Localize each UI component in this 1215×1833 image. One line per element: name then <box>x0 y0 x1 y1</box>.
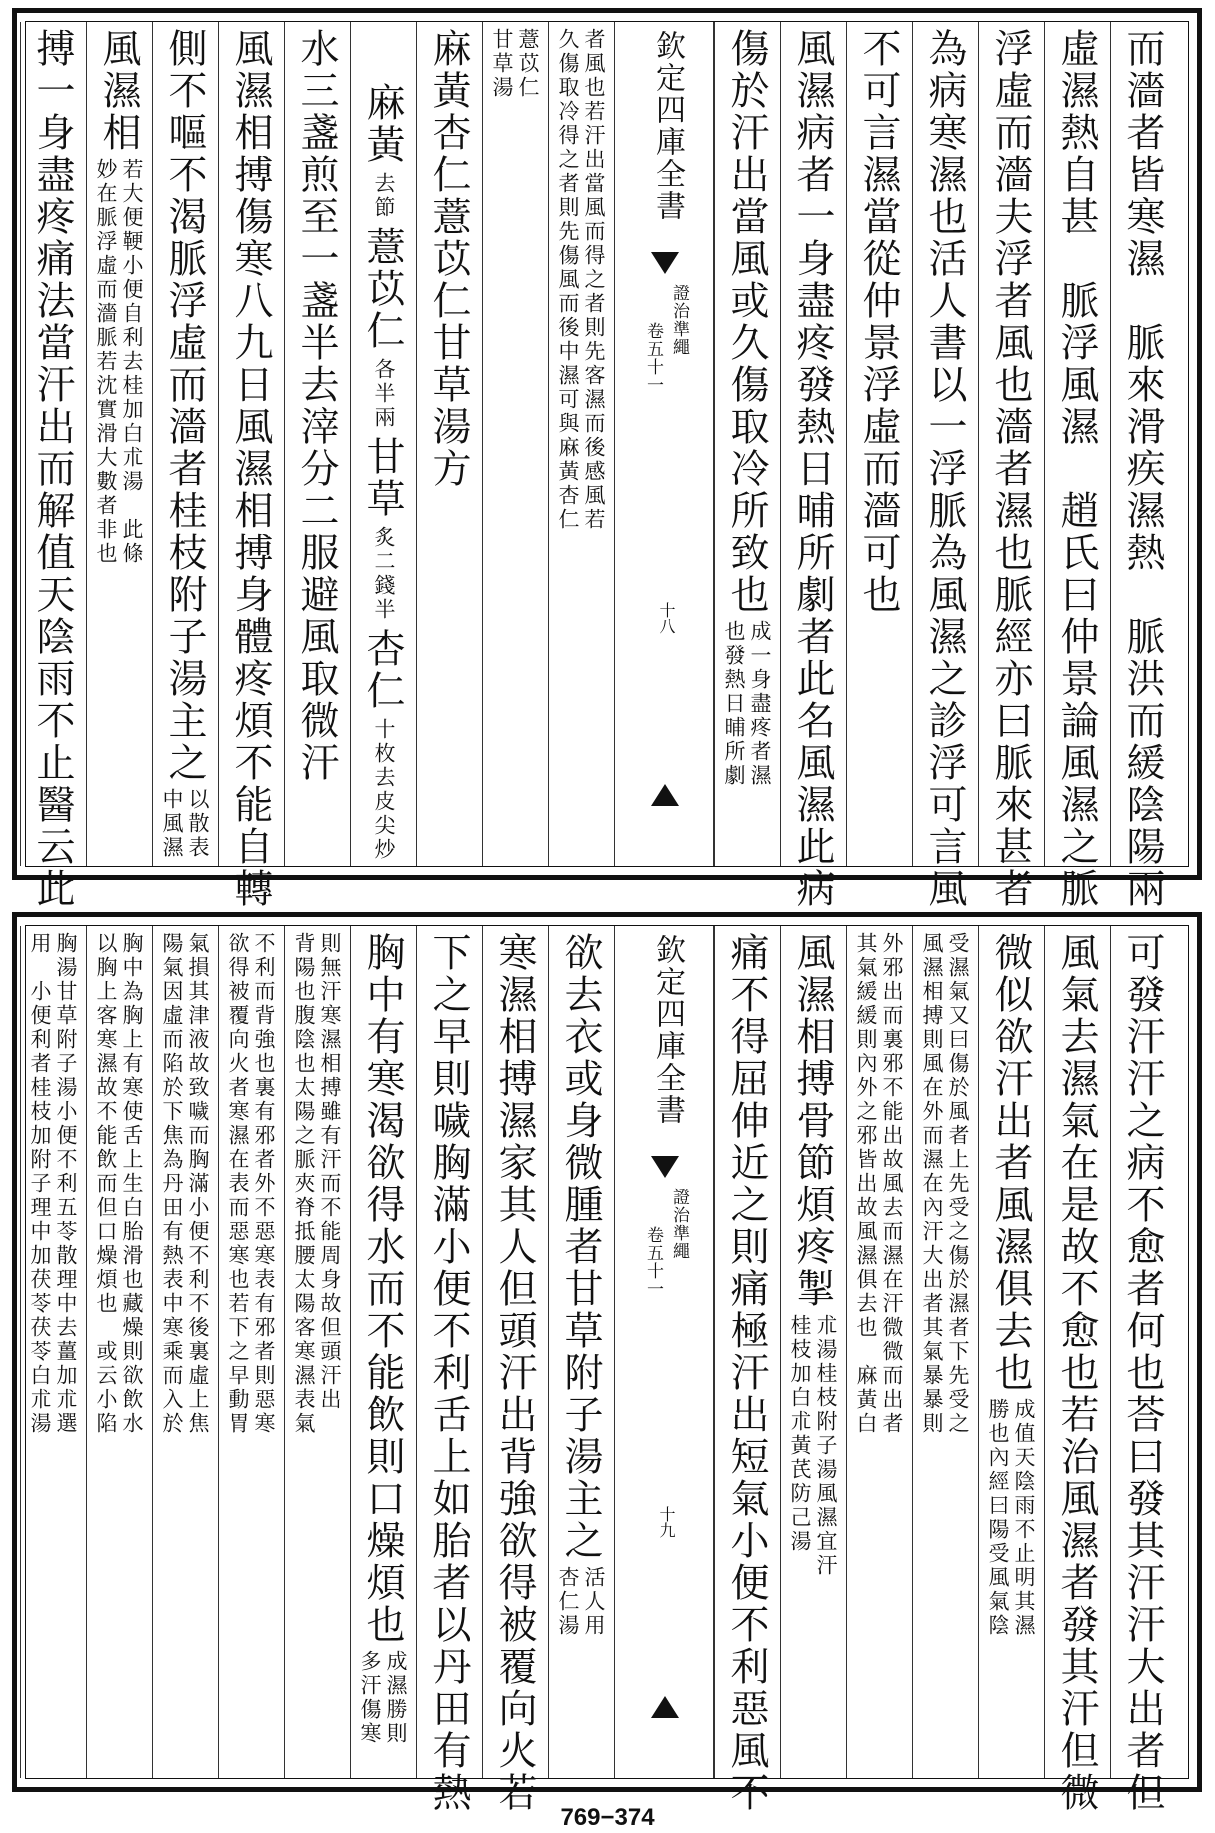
column-note-left: 桂枝加白朮黃芪防己湯 <box>788 1314 812 1554</box>
spine-top <box>614 22 714 866</box>
text-column <box>86 926 152 1778</box>
column-main-text: 側不嘔不渴脈浮虛而濇者桂枝附子湯主之 <box>162 28 207 784</box>
column-note-left: 風濕相搏則風在外而濕在內汗大出者其氣暴暴則 <box>920 932 944 1436</box>
text-column <box>152 926 218 1778</box>
spine-book-title: 證治準繩 <box>669 284 689 356</box>
text-column <box>86 22 152 866</box>
text-column <box>284 22 350 866</box>
text-column <box>416 926 482 1814</box>
column-note-right: 胸中為胸上有寒使舌上生白胎滑也藏燥則欲飲水 <box>120 932 144 1436</box>
column-note-left: 陽氣因虛而陷於下焦為丹田有熱表中寒乘而入於 <box>160 932 184 1436</box>
fishtail-top-ornament <box>651 252 679 274</box>
column-note-left: 用 小便利者桂枝加附子理中加茯苓茯苓白朮湯 <box>28 932 52 1436</box>
column-note-left: 久傷取冷得之者則先傷風而後中濕可與麻黃杏仁 <box>556 28 580 532</box>
column-note-left: 中風濕 <box>160 788 184 860</box>
column-note-right: 成值天陰雨不止明其濕 <box>1012 1398 1036 1638</box>
text-column <box>846 22 912 866</box>
text-column <box>548 926 614 1778</box>
fishtail-bottom-ornament <box>651 784 679 806</box>
column-note-left: 多汗傷寒 <box>358 1650 382 1746</box>
recipe-dosage: 各半兩 <box>372 358 396 430</box>
top-page-text-frame <box>25 21 1189 910</box>
column-main-text: 痛不得屈伸近之則痛極汗出短氣小便不利惡風不 <box>724 932 769 1814</box>
text-column <box>780 22 846 910</box>
bottom-page-text-frame <box>25 925 1189 1814</box>
spine-page-number: 十九 <box>657 1506 676 1538</box>
text-column <box>978 22 1044 910</box>
recipe-dosage: 十枚去皮尖炒 <box>372 718 396 862</box>
column-note-left: 杏仁湯 <box>556 1566 580 1638</box>
column-note-right: 以散表 <box>186 788 210 860</box>
text-column <box>780 926 846 1778</box>
recipe-ingredient: 麻黃 <box>360 82 405 166</box>
column-note-right: 朮湯桂枝附子湯風濕宜汗 <box>814 1314 838 1578</box>
top-page <box>12 8 1202 910</box>
column-note-left: 背陽也腹陰也太陽之脈夾脊抵腰太陽客寒濕表氣 <box>292 932 316 1436</box>
column-note-left: 也發熱日晡所劇 <box>722 620 746 788</box>
column-note-left: 甘草湯 <box>490 28 514 100</box>
text-column <box>714 22 780 866</box>
column-main-text: 風濕相搏骨節煩疼掣 <box>790 932 835 1310</box>
text-column <box>218 22 284 910</box>
fishtail-bottom-ornament <box>651 1696 679 1718</box>
text-column <box>1110 22 1176 910</box>
column-note-right: 不利而背強也裏有邪者外不惡寒表有邪者則惡寒 <box>252 932 276 1436</box>
text-column <box>912 926 978 1778</box>
column-note-right: 薏苡仁 <box>516 28 540 100</box>
column-note-right: 成一身盡疼者濕 <box>748 620 772 788</box>
column-main-text: 為病寒濕也活人書以一浮脈為風濕之診浮可言風 <box>922 28 967 910</box>
column-main-text: 風濕相 <box>96 28 141 154</box>
text-column <box>218 926 284 1778</box>
column-note-right: 者風也若汗出當風而得之者則先客濕而後感風若 <box>582 28 606 532</box>
spine-book-title: 證治準繩 <box>669 1188 689 1260</box>
text-column <box>152 22 218 866</box>
column-main-text: 搏一身盡疼痛法當汗出而解值天陰雨不止醫云此 <box>30 28 75 910</box>
column-main-text: 可發汗汗之病不愈者何也荅曰發其汗汗大出者但 <box>1120 932 1165 1814</box>
spine-volume: 卷五十一 <box>643 1226 663 1298</box>
text-column <box>416 22 482 866</box>
recipe-ingredient: 薏苡仁 <box>360 226 405 352</box>
text-column <box>1044 926 1110 1814</box>
text-column <box>1044 22 1110 910</box>
column-note-right: 受濕氣又曰傷於風者上先受之傷於濕者下先受之 <box>946 932 970 1436</box>
column-note-right: 則無汗寒濕相搏雖有汗而不能周身故但頭汗出 <box>318 932 342 1412</box>
text-column <box>548 22 614 866</box>
text-column <box>1110 926 1176 1814</box>
recipe-ingredient: 杏仁 <box>360 628 405 712</box>
column-note-right: 成濕勝則 <box>384 1650 408 1746</box>
column-main-text: 微似欲汗出者風濕俱去也 <box>988 932 1033 1394</box>
column-main-text: 下之早則噦胸滿小便不利舌上如胎者以丹田有熱 <box>426 932 471 1814</box>
recipe-dosage: 去節 <box>372 172 396 220</box>
column-main-text: 虛濕熱自甚 脈浮風濕 趙氏曰仲景論風濕之脈 <box>1054 28 1099 910</box>
text-column <box>20 926 86 1778</box>
text-column <box>482 926 548 1814</box>
text-column <box>912 22 978 910</box>
page-footer-number: 769−374 <box>560 1804 655 1831</box>
column-main-text: 而濇者皆寒濕 脈來滑疾濕熱 脈洪而緩陰陽兩 <box>1120 28 1165 910</box>
column-main-text: 寒濕相搏濕家其人但頭汗出背強欲得被覆向火若 <box>492 932 537 1814</box>
column-main-text: 風濕相搏傷寒八九日風濕相搏身體疼煩不能自轉 <box>228 28 273 910</box>
text-column <box>350 22 416 866</box>
column-main-text: 不可言濕當從仲景浮虛而濇可也 <box>856 28 901 616</box>
column-note-left: 勝也內經曰陽受風氣陰 <box>986 1398 1010 1638</box>
spine-volume: 卷五十一 <box>643 322 663 394</box>
text-column <box>714 926 780 1814</box>
recipe-ingredient: 甘草 <box>360 436 405 520</box>
text-column <box>482 22 548 866</box>
bottom-page <box>12 912 1202 1814</box>
column-main-text: 浮虛而濇夫浮者風也濇者濕也脈經亦曰脈來甚者 <box>988 28 1033 910</box>
column-main-text: 傷於汗出當風或久傷取冷所致也 <box>724 28 769 616</box>
spine-page-number: 十八 <box>657 602 676 634</box>
spine-title: 欽定四庫全書 <box>650 934 685 1126</box>
column-main-text: 麻黃杏仁薏苡仁甘草湯方 <box>426 28 471 490</box>
text-column <box>350 926 416 1778</box>
column-note-left: 其氣緩緩則內外之邪皆出故風濕俱去也 麻黃白 <box>854 932 878 1436</box>
column-note-left: 欲得被覆向火者寒濕在表而惡寒也若下之早動胃 <box>226 932 250 1436</box>
text-column <box>284 926 350 1778</box>
column-note-right: 若大便鞕小便自利去桂加白朮湯 此條 <box>120 158 144 566</box>
spine-title: 欽定四庫全書 <box>650 30 685 222</box>
column-note-right: 活人用 <box>582 1566 606 1638</box>
column-note-left: 以胸上客寒濕故不能飲而但口燥煩也 或云小陷 <box>94 932 118 1436</box>
column-main-text: 胸中有寒渴欲得水而不能飲則口燥煩也 <box>360 932 405 1646</box>
spine-bottom <box>614 926 714 1778</box>
text-column <box>978 926 1044 1778</box>
text-column <box>846 926 912 1778</box>
column-main-text: 水三盞煎至一盞半去滓分二服避風取微汗 <box>294 28 339 784</box>
text-column <box>20 22 86 910</box>
fishtail-top-ornament <box>651 1156 679 1178</box>
column-main-text: 風氣去濕氣在是故不愈也若治風濕者發其汗但微 <box>1054 932 1099 1814</box>
column-note-right: 氣損其津液故致噦而胸滿小便不利不後裏虛上焦 <box>186 932 210 1436</box>
recipe-dosage: 炙二錢半 <box>372 526 396 622</box>
column-note-right: 外邪出而裏邪不能出故風去而濕在汗微微而出者 <box>880 932 904 1436</box>
column-note-left: 妙在脈浮虛而濇脈若沈實滑大數者非也 <box>94 158 118 566</box>
column-main-text: 欲去衣或身微腫者甘草附子湯主之 <box>558 932 603 1562</box>
column-note-right: 胸湯甘草附子湯小便不利五苓散理中去薑加朮選 <box>54 932 78 1436</box>
column-main-text: 風濕病者一身盡疼發熱日晡所劇者此名風濕此病 <box>790 28 835 910</box>
